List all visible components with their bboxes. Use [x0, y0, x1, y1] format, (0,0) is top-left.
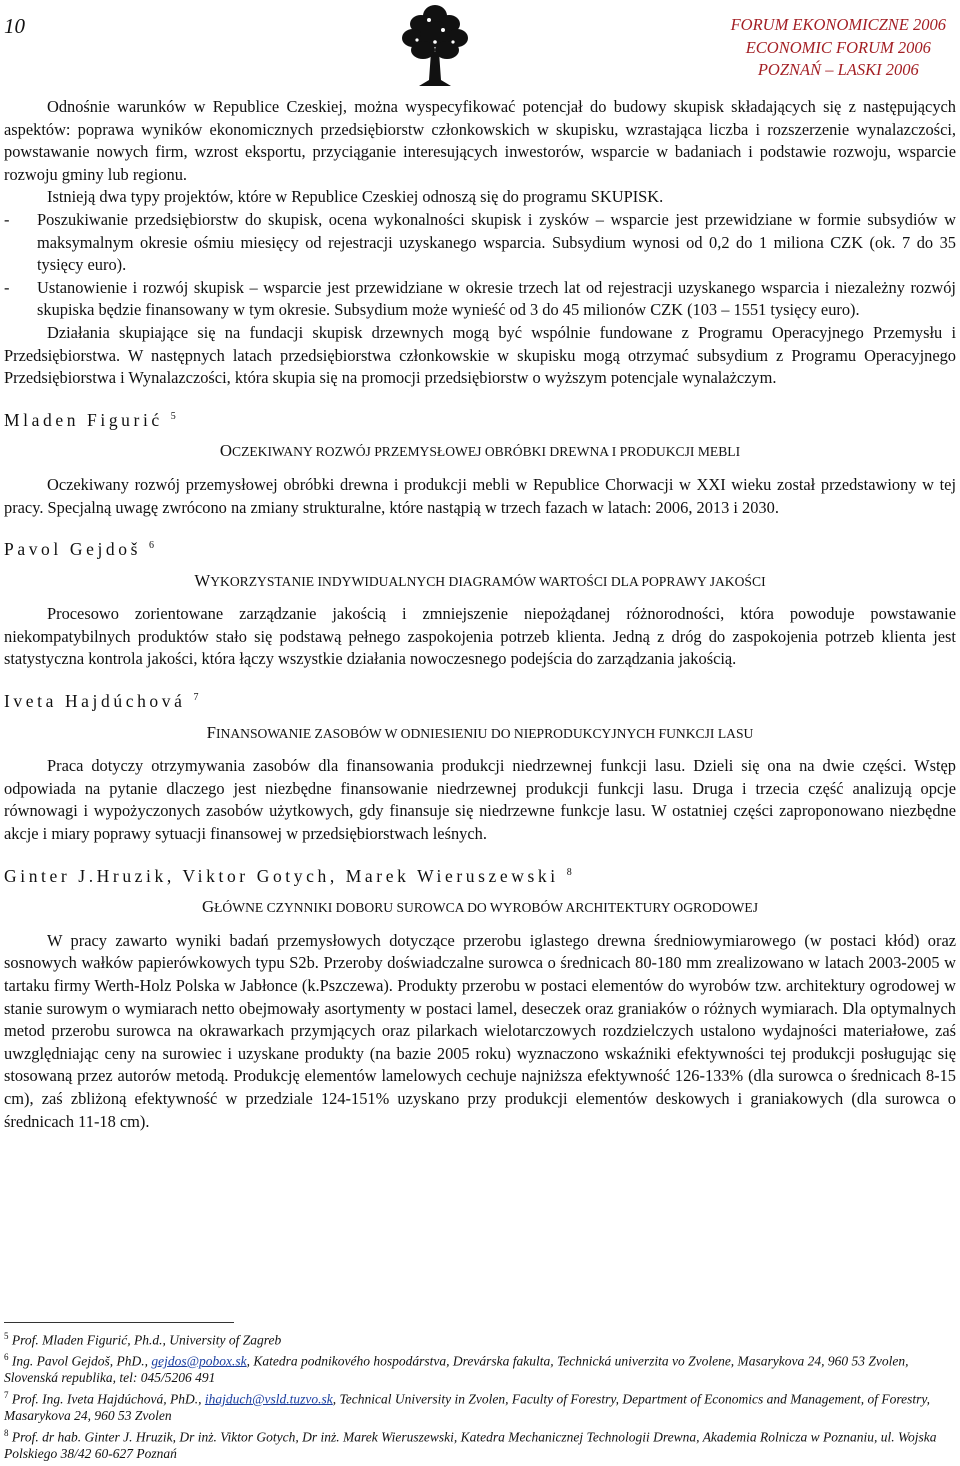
article-title: FINANSOWANIE ZASOBÓW W ODNIESIENIU DO NIEPRODUKCYJNYCH FUNKCJI LASU	[206, 722, 754, 742]
article-title: GŁÓWNE CZYNNIKI DOBORU SUROWCA DO WYROBÓW ARCHITEKTURY OGRODOWEJ	[202, 897, 758, 917]
dash-bullet: -	[4, 277, 10, 297]
footnote-ref: 7	[193, 692, 199, 704]
conference-line: FORUM EKONOMICZNE 2006	[730, 15, 946, 34]
footnotes	[4, 1322, 956, 1462]
article-author: Ginter J.Hruzik, Viktor Gotych, Marek Wieruszewski $^8$	[4, 865, 572, 886]
footnote: $^6$ Ing. Pavol Gejdoš, PhD., gejdos@pobox.sk, Katedra podnikového hospodárstva, Drevárska fakulta, Technická univerzita vo Zvolene, Masarykova 24, 960 53 Zvolen, Slovenská republika, tel: 045/5206 491	[4, 1351, 909, 1386]
footnote: $^5$ Prof. Mladen Figurić, Ph.d., University of Zagreb	[4, 1331, 282, 1348]
article-body: Praca dotyczy otrzymywania zasobów dla finansowania produkcji niedrzewnej funkcji lasu. Dzieli się ona na dwie części. Wstęp odpowiada na pytanie dlaczego jest niezbędne finansowanie niedrzewnej produkcji funkcji lasu. Druga i trzecia część analizują opcje równowagi i wypożyczonych zasobów użytkowych, gdy finansuje się niedrzewne funkcje lasu. W ostatniej części zaproponowano niezbędne akcje i miary poprawy sytuacji finansowej w przedsiębiorstwach leśnych.	[4, 756, 956, 844]
article-body: Procesowo zorientowane zarządzanie jakością i zmniejszenie niepożądanej różnorodności, która powoduje powstawanie niekompatybilnych produktów stało się podstawą pełnego zaspokojenia potrzeb klienta. Jedną z dróg do zaspokojenia potrzeb klienta jest statystyczna kontrola jakości, która łączy wszystkie działania nowoczesnego podejścia do zarządzania jakością.	[4, 604, 956, 669]
footnote-ref: 5	[170, 410, 176, 422]
article-body: Oczekiwany rozwój przemysłowej obróbki drewna i produkcji mebli w Republice Chorwacji w XXI wieku został przedstawiony w tej pracy. Specjalną uwagę zwrócono na zmiany strukturalne, które nastąpią w trzech fazach w latach: 2006, 2013 i 2030.	[4, 474, 956, 517]
list-item-text: Poszukiwanie przedsiębiorstw do skupisk, ocena wykonalności skupisk i zysków – wsparcie jest przewidziane w formie subsydiów w maksymalnym okresie ośmiu miesięcy od rejestracji uzyskanego wsparcia. Subsydium wynosi od 0,2 do 1 miliona CZK (ok. 7 do 35 tysięcy euro).	[37, 209, 956, 275]
conference-line: POZNAŃ – LASKI 2006	[757, 60, 919, 79]
list-item	[4, 277, 956, 322]
email-link[interactable]: gejdos@pobox.sk	[151, 1353, 247, 1369]
article-author: Iveta Hajdúchová $^7$	[4, 691, 199, 712]
article-title: WYKORZYSTANIE INDYWIDUALNYCH DIAGRAMÓW WARTOŚCI DLA POPRAWY JAKOŚCI	[194, 570, 766, 590]
footnote-ref: 8	[566, 866, 572, 878]
list-item-text: Ustanowienie i rozwój skupisk – wsparcie jest przewidziane w okresie trzech lat od rejestracji uzyskanego wsparcia i niezależny rozwój skupiska będzie finansowany w tym okresie. Subsydium może wynieść od 3 do 45 milionów CZK (103 – 1551 tysięcy euro).	[37, 277, 956, 320]
paragraph: Odnośnie warunków w Republice Czeskiej, można wyspecyfikować potencjał do budowy skupisk składających się z następujących aspektów: poprawa wyników ekonomicznych przedsiębiorstw członkowskich w skupisku, wzrastająca liczba i rozszerzenie wynalazczości, powstawanie nowych firm, wzrost eksportu, przyciąganie interesujących inwestorów, wsparcie w badaniach i podstawie rozwoju, wsparcie rozwoju gminy lub regionu.	[4, 97, 956, 184]
footnote: $^8$ Prof. dr hab. Ginter J. Hruzik, Dr inż. Viktor Gotych, Dr inż. Marek Wieruszewski, Katedra Mechanicznej Technologii Drewna, Akademia Rolnicza w Poznaniu, ul. Wojska Polskiego 38/42 60-627 Poznań	[4, 1427, 937, 1462]
page-number: 10	[4, 14, 25, 38]
conference-line: ECONOMIC FORUM 2006	[745, 37, 931, 57]
conference-title	[731, 14, 946, 82]
article-author: Pavol Gejdoš $^6$	[4, 539, 154, 560]
article-author: Mladen Figurić $^5$	[4, 409, 176, 430]
list-item	[4, 209, 956, 277]
footnote: $^7$ Prof. Ing. Iveta Hajdúchová, PhD., ihajduch@vsld.tuzvo.sk, Technical University in Zvolen, Faculty of Forestry, Department of Economics and Management, of Forestry, Masarykova 24, 960 53 Zvolen	[4, 1389, 931, 1424]
page	[4, 0, 956, 1462]
paragraph: Działania skupiające się na fundacji skupisk drzewnych mogą być wspólnie fundowane z Programu Operacyjnego Przemysłu i Przedsiębiorstwa. W następnych latach przedsiębiorstwa członkowskie w skupisku mogą otrzymać subsydium z Programu Operacyjnego Przedsiębiorstwa i Wynalazczości, która skupia się na promocji przedsiębiorstw o wyższym potencjale wynalażczym.	[4, 322, 956, 388]
paragraph: Istnieją dwa typy projektów, które w Republice Czeskiej odnoszą się do programu SKUPISK.	[47, 187, 664, 207]
article-title: OCZEKIWANY ROZWÓJ PRZEMYSŁOWEJ OBRÓBKI DREWNA I PRODUKCJI MEBLI	[219, 441, 741, 461]
dash-bullet: -	[4, 209, 10, 229]
footnote-ref: 6	[149, 540, 154, 552]
page-header	[4, 0, 956, 90]
article-body: W pracy zawarto wyniki badań przemysłowych dotyczące przerobu iglastego drewna średniowymiarowego (w postaci kłód) oraz sosnowych wałków papierówkowych typu S2b. Przeroby doświadczalne surowca o średnicach 80-180 mm zrealizowano w latach 2003-2005 w tartaku firmy Werth-Holz Polska w Jabłonce (k.Pszczewa). Produkty przerobu w postaci elementów do wyrobów tzw. architektury ogrodowej w stanie surowym o wymiarach netto obejmowały asortymenty w postaci lamel, deseczek oraz graniaków o różnych wymiarach. Dla optymalnych metod przerobu surowca na okrawarkach przymjących oraz pilarkach wielotarczowych rozdzielczych ustalono wydajności materiałowe, zaś uwzględniając ceny na surowiec i uzyskane produkty (na bazie 2005 roku) wyznaczono wskaźniki efektywności tej produkcji posługując się stosowaną przez autorów metodą. Produkcję elementów lamelowych cechuje najniższa efektywność 126-133% (dla surowca o średnicach 8-15 cm), zaś zbliżoną efektywność w przedziale 124-151% uzyskano przy produkcji elementów deskowych i graniakowych (dla surowca o średnicach 11-18 cm).	[4, 930, 956, 1131]
main-content	[4, 96, 956, 1133]
oak-tree-logo-icon	[401, 2, 469, 88]
footnote-divider	[4, 1322, 234, 1323]
email-link[interactable]: ihajduch@vsld.tuzvo.sk	[204, 1391, 333, 1407]
